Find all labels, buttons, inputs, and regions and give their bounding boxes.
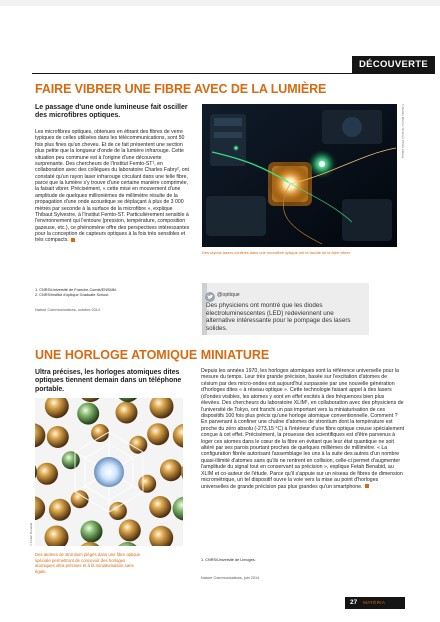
article2-title: UNE HORLOGE ATOMIQUE MINIATURE <box>35 348 270 362</box>
article2-source: Nature Communications, juin 2014 <box>201 576 260 580</box>
atom-sphere <box>138 475 156 493</box>
photo-credit: © Dustin Moore / Science Photo Library <box>401 104 405 159</box>
article2-body <box>201 368 405 490</box>
page-number: 27 <box>350 599 358 606</box>
article1-body <box>35 129 190 244</box>
tweet-handle[interactable]: @optique <box>217 292 240 298</box>
atom-sphere <box>62 451 80 469</box>
atom-sphere <box>149 496 171 518</box>
article1-body-text: Les microfibres optiques, obtenues en étirant des fibres de verre typiques de celles utilisées dans les télécommunications, sont 50 fois plus fines qu'un cheveu. Et de ce fait présentent une section plus petite que la longueur d'onde de la lumière infrarouge. Cette situation peu commune est à l'origine d'une découverte surprenante. Des chercheurs de l'Institut Femto-ST¹, en collaboration avec des collègues du laboratoire Charles Fabry², ont constaté qu'un rayon laser infrarouge circulant dans une telle fibre, parce que la lumière s'y trouve d'une certaine manière comprimée, la faisait vibrer. Précisément, « cette mise en mouvement d'une amplitude de quelques millionièmes de millimètre résulte de la propagation d'une onde acoustique se déplaçant à plus de 3 000 mètres par seconde à la surface de la microfibre », explique Thibaut Sylvestre, à l'Institut Femto-ST. Particulièrement sensible à l'environnement qui l'entoure (pression, température, composition gazeuse, etc.), ce phénomène offre des perspectives intéressantes pour la conception de capteurs optiques à la fois très sensibles et très compacts. <box>35 129 190 244</box>
footnote: 1. CNRS/Université de Franche-Comté/ENSMM. <box>35 288 117 292</box>
article1-title: FAIRE VIBRER UNE FIBRE AVEC DE LA LUMIÈRE <box>35 82 327 96</box>
article1-source: Nature Communications, octobre 2014 <box>35 308 101 312</box>
header-rule <box>32 73 435 74</box>
atom-sphere <box>116 402 138 424</box>
fiber-atoms-illustration <box>35 398 183 546</box>
illustration-credit: © Fetah Benabid <box>29 522 33 546</box>
magazine-name: MATÉRIA <box>363 600 386 605</box>
tweet-text: Des physiciens ont montré que les diodes électroluminescentes (LED) redeviennent une alternative intéressante pour le pompage des lasers solides. <box>206 302 351 332</box>
article1-footnotes <box>35 288 195 298</box>
atom-sphere <box>77 403 99 425</box>
atom-sphere <box>129 436 147 454</box>
end-mark-icon <box>71 238 75 242</box>
atom-sphere <box>160 459 182 481</box>
article2-caption: Des atomes de strontium piégés dans une fibre optique spéciale permettront de concevoir des horloges atomiques ultra précises et à la miniaturisation sans égale. <box>35 552 141 574</box>
atom-sphere <box>71 490 89 508</box>
atom-sphere <box>147 423 169 445</box>
article2-lead: Ultra précises, les horloges atomiques dites optiques tiennent demain dans un téléphone portable. <box>35 369 182 393</box>
end-mark-icon <box>365 484 369 488</box>
article1-caption: Des rayons lasers confinés dans une microfibre optique ont la faculté de la faire vibrer. <box>202 250 351 255</box>
atom-sphere <box>36 463 58 485</box>
atom-sphere <box>119 519 141 541</box>
page-top-edge <box>0 0 440 6</box>
atom-sphere <box>47 426 69 448</box>
section-rubric: DÉCOUVERTE <box>352 56 435 73</box>
article1-lead: Le passage d'une onde lumineuse fait osciller des microfibres optiques. <box>35 104 188 120</box>
article2-body-text: Depuis les années 1970, les horloges atomiques sont la référence universelle pour la mesure du temps. Leur très grande précision, basée sur l'excitation d'atomes de césium par des micro-ondes est aujourd'hui surpassée par une nouvelle génération d'horloges dites « à réseau optique ». Cette technologie faisant appel à des lasers (d'ondes visibles, les atomes y sont en effet excités à des fréquences bien plus élevées. Des chercheurs du laboratoire XLIM¹, en collaboration avec des physiciens de l'université de Tokyo, ont franchi un pas important vers la miniaturisation de ces dispositifs 100 fois plus précis qu'une horloge atomique conventionnelle. Comment ? En parvenant à confiner une chaîne d'atomes de strontium dont la température est proche du zéro absolu (-273,15 °C) à l'intérieur d'une fibre optique creuse spécialement conçue à cet effet. Précisément, la prouesse des scientifiques est d'être parvenus à loger ces atomes dans le cœur de la fibre en évitant que leur état quantique ne soit altéré par ses parois pourtant proches de quelques millièmes de millimètre. « La configuration fibrée autorisant l'assemblage les uns à la suite des autres d'un nombre quasi-illimité d'atomes sans qu'ils ne rentrent en collision, celle-ci permet d'augmenter l'amplitude du signal tout en conservant sa précision », explique Fetah Benabid, au XLIM et co-auteur de l'étude. Parce qu'il s'appuie sur un réseau de fibres de dimension micrométrique, un tel dispositif ouvre la voie vers la mise au point d'horloges universelles de grande précision pas plus grandes qu'un smartphone. <box>201 368 405 490</box>
atom-sphere <box>81 521 103 543</box>
article2-footnote: 1. CNRS/Université de Limoges. <box>201 558 256 562</box>
atom-sphere <box>49 499 71 521</box>
footnote: 2. CNRS/Institut d'optique Graduate School. <box>35 293 110 298</box>
laser-fiber-photo <box>202 104 397 247</box>
twitter-bird-icon <box>205 292 215 302</box>
